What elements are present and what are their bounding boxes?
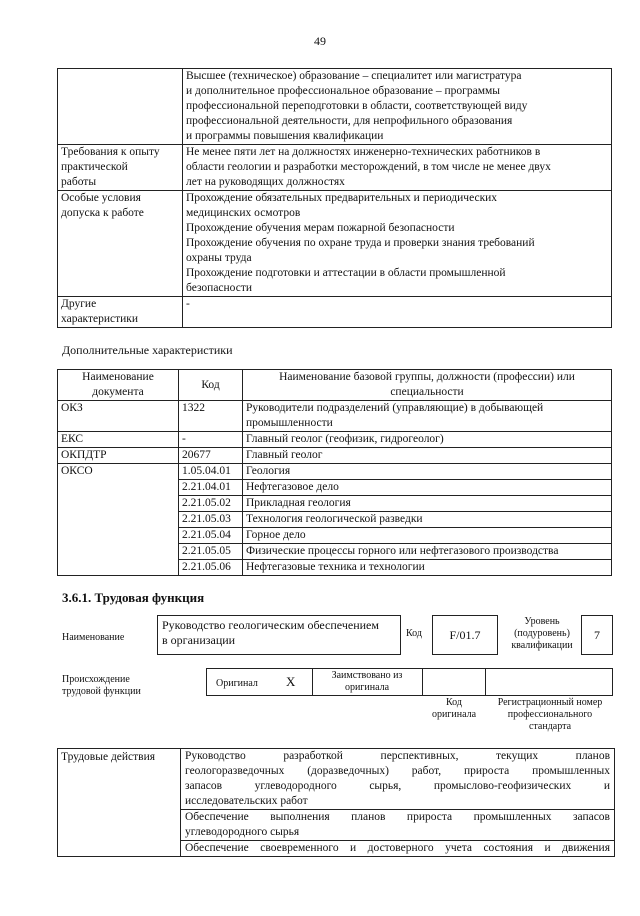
table-row: [58, 432, 612, 448]
label-line: стандарта: [528, 721, 572, 732]
text-line: Высшее (техническое) образование – специалитет или магистратура: [186, 70, 522, 82]
text-line: Прохождение подготовки и аттестации в области промышленной: [186, 267, 506, 279]
label-line: практической: [61, 161, 128, 173]
label-line: Уровень: [524, 616, 560, 627]
text-line: запасов углеводородного сырья, промыслово-геофизических и: [185, 780, 610, 792]
table-cell: Прикладная геология: [243, 496, 612, 512]
other-characteristics: [183, 297, 612, 328]
labor-action-item: [181, 810, 615, 841]
text-line: профессиональной переподготовки в области, соответствующей виду: [186, 100, 528, 112]
code-value-box: F/01.7: [432, 615, 498, 655]
text-line: Прохождение обучения по охране труда и проверки знания требований: [186, 237, 535, 249]
header-line: Наименование: [82, 371, 154, 383]
label-line: профессионального: [507, 709, 593, 720]
registration-number-caption: [487, 697, 613, 733]
text-line: Обеспечение выполнения планов прироста промышленных запасов: [185, 811, 610, 823]
text-line: безопасности: [186, 282, 253, 294]
text-line: Обеспечение своевременного и достоверного учета состояния и движения: [185, 842, 610, 854]
label-line: Другие: [61, 298, 97, 310]
original-code-caption: [424, 697, 484, 721]
additional-characteristics-title: Дополнительные характеристики: [62, 343, 233, 357]
column-header: [58, 370, 179, 401]
text-line: геологоразведочных (доразведочных) работ, прироста промышленных: [185, 765, 610, 777]
row-label: [58, 69, 183, 145]
row-label: [58, 191, 183, 297]
table-cell: -: [179, 432, 243, 448]
table-row: [58, 191, 612, 297]
text-line: -: [186, 298, 190, 310]
table-row: [58, 464, 612, 480]
table-cell: 2.21.04.01: [179, 480, 243, 496]
text-line: исследовательских работ: [185, 795, 308, 807]
code-label: Код: [406, 628, 422, 639]
text-line: профессиональной деятельности, для непрофильного образования: [186, 115, 513, 127]
label-line: трудовой функции: [62, 686, 141, 697]
labor-actions-label: Трудовые действия: [58, 749, 181, 857]
experience-requirements: [183, 145, 612, 191]
labor-action-item: [181, 749, 615, 810]
qualification-level-box: 7: [581, 615, 613, 655]
table-row: [58, 145, 612, 191]
text-line: углеводородного сырья: [185, 826, 300, 838]
function-name-box: [157, 615, 401, 655]
table-cell: 20677: [179, 448, 243, 464]
text-line: охраны труда: [186, 252, 252, 264]
table-cell: ОКЗ: [58, 401, 179, 432]
text-line: Руководители подразделений (управляющие) в добывающей: [246, 402, 544, 414]
text-line: Прохождение обязательных предварительных и периодических: [186, 192, 498, 204]
table-cell: 2.21.05.05: [179, 544, 243, 560]
table-cell: Горное дело: [243, 528, 612, 544]
text-line: Руководство разработкой перспективных, текущих планов: [185, 750, 610, 762]
text-line: Руководство геологическим обеспечением: [162, 618, 379, 632]
row-label: [58, 145, 183, 191]
label-line: работы: [61, 176, 97, 188]
table-cell: 1322: [179, 401, 243, 432]
origin-divider: [422, 668, 423, 696]
table-cell: 2.21.05.03: [179, 512, 243, 528]
label-line: оригинала: [344, 682, 390, 693]
text-line: Прохождение обучения мерам пожарной безопасности: [186, 222, 455, 234]
text-line: и программы повышения квалификации: [186, 130, 384, 142]
qualification-level-label: [502, 616, 582, 652]
borrowed-label: [313, 670, 421, 694]
text-line: промышленности: [246, 417, 333, 429]
table-row: [58, 297, 612, 328]
label-line: Особые условия: [61, 192, 141, 204]
labor-actions-table: [57, 748, 615, 857]
header-line: Код: [201, 378, 220, 391]
section-title: 3.6.1. Трудовая функция: [62, 590, 205, 605]
text-line: Не менее пяти лет на должностях инженерно-технических работников в: [186, 146, 541, 158]
text-line: и дополнительное профессиональное образование – программы: [186, 85, 501, 97]
row-label: [58, 297, 183, 328]
label-line: (подуровень): [514, 628, 570, 639]
admission-conditions: [183, 191, 612, 297]
table-cell: ЕКС: [58, 432, 179, 448]
origin-divider: [485, 668, 486, 696]
table-cell: 2.21.05.06: [179, 560, 243, 576]
original-mark: X: [286, 674, 296, 689]
table-cell: ОКПДТР: [58, 448, 179, 464]
text-line: медицинских осмотров: [186, 207, 301, 219]
table-cell: [243, 401, 612, 432]
label-line: оригинала: [431, 709, 477, 720]
table-header-row: [58, 370, 612, 401]
table-cell: Технология геологической разведки: [243, 512, 612, 528]
label-line: Требования к опыту: [61, 146, 160, 158]
table-cell: 1.05.04.01: [179, 464, 243, 480]
table-row: [58, 401, 612, 432]
text-line: области геологии и разработки месторождений, в том числе не менее двух: [186, 161, 551, 173]
table-cell: Главный геолог: [243, 448, 612, 464]
label-line: Код: [446, 697, 462, 708]
origin-label: [62, 674, 141, 698]
page-number: 49: [314, 34, 326, 48]
table-cell: 2.21.05.02: [179, 496, 243, 512]
text-line: лет на руководящих должностях: [186, 176, 345, 188]
table-row: [58, 69, 612, 145]
table-cell: Физические процессы горного или нефтегазового производства: [243, 544, 612, 560]
label-line: квалификации: [511, 640, 573, 651]
column-header: [179, 370, 243, 401]
text-line: в организации: [162, 633, 236, 647]
label-line: Регистрационный номер: [497, 697, 603, 708]
table-cell: 2.21.05.04: [179, 528, 243, 544]
header-line: специальности: [390, 386, 464, 398]
label-line: Заимствовано из: [331, 670, 403, 681]
header-line: документа: [92, 386, 144, 398]
label-line: Происхождение: [62, 674, 130, 685]
qualification-table: [57, 68, 612, 328]
label-line: характеристики: [61, 313, 139, 325]
column-header: [243, 370, 612, 401]
labor-action-item: [181, 841, 615, 857]
name-label: Наименование: [62, 632, 125, 643]
education-requirements: [183, 69, 612, 145]
table-cell: Нефтегазовые техника и технологии: [243, 560, 612, 576]
table-cell: Главный геолог (геофизик, гидрогеолог): [243, 432, 612, 448]
table-cell: ОКСО: [58, 464, 179, 576]
original-label: Оригинал: [216, 678, 258, 689]
table-row: [58, 749, 615, 810]
table-cell: Нефтегазовое дело: [243, 480, 612, 496]
header-line: Наименование базовой группы, должности (профессии) или: [279, 371, 575, 383]
additional-characteristics-table: [57, 369, 612, 576]
table-row: [58, 448, 612, 464]
label-line: допуска к работе: [61, 207, 144, 219]
table-cell: Геология: [243, 464, 612, 480]
